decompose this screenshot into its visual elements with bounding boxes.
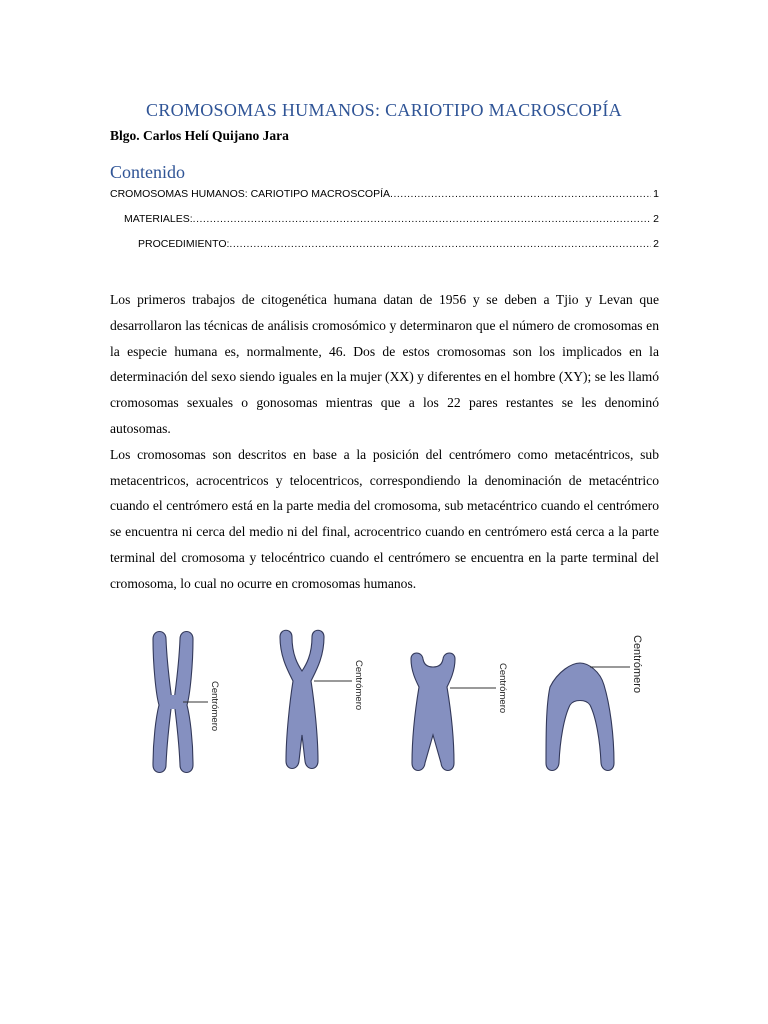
toc-entry-procedimiento[interactable]: [138, 236, 659, 250]
chromosome-shape: [411, 653, 455, 771]
body-paragraph: Los cromosomas son descritos en base a la posición del centrómero como metacéntricos, sub metacentricos, acrocentricos y telocentricos, correspondiendo la denominación de metacéntrico cuando el centrómero está en la parte media del cromosoma, sub metacéntrico cuando el centrómero se encuentra ni cerca del medio ni del final, acrocentrico cuando en centrómero está cerca a la parte terminal del cromosoma y telocéntrico cuando el centrómero se encuentra en la parte terminal del cromosoma, lo cual no ocurre en cromosomas humanos.: [110, 446, 659, 591]
chromosome-shape: [546, 663, 614, 771]
toc-leader-dots: [229, 238, 651, 250]
toc-entry-label: PROCEDIMIENTO:: [138, 238, 230, 250]
acrocentric-chromosome: [411, 653, 508, 771]
document-author: Blgo. Carlos Helí Quijano Jara: [110, 128, 289, 143]
toc-entry-cromosomas[interactable]: [110, 186, 659, 200]
body-paragraph: Los primeros trabajos de citogenética humana datan de 1956 y se deben a Tjio y Levan que desarrollaron las técnicas de análisis cromosómico y determinaron que el número de cromosomas en la especie humana es, normalmente, 46. Dos de estos cromosomas son los implicados en la determinación del sexo siendo iguales en la mujer (XX) y diferentes en el hombre (XY); se les llamó cromosomas sexuales o gonosomas mientras que a los 22 pares restantes se les denominó autosomas.: [110, 292, 659, 436]
centromere-label: Centrómero: [353, 660, 364, 711]
centromere-label: Centrómero: [209, 681, 220, 732]
toc-entry-label: CROMOSOMAS HUMANOS: CARIOTIPO MACROSCOPÍA: [110, 188, 391, 200]
toc-leader-dots: [193, 213, 652, 225]
toc-entry-page: 1: [653, 188, 659, 200]
body-text: [110, 287, 659, 597]
metacentric-chromosome: [153, 632, 220, 773]
submetacentric-chromosome: [280, 630, 364, 768]
document-title: CROMOSOMAS HUMANOS: CARIOTIPO MACROSCOPÍA: [146, 100, 622, 120]
chromosome-figure: [120, 625, 660, 775]
centromere-label: Centrómero: [631, 635, 643, 694]
telocentric-chromosome: [546, 635, 643, 771]
centromere-label: Centrómero: [497, 663, 508, 714]
toc-entry-materiales[interactable]: [124, 211, 659, 225]
toc-entry-page: 2: [653, 213, 659, 225]
toc-entry-label: MATERIALES:: [124, 213, 193, 225]
toc-leader-dots: [390, 188, 651, 200]
toc-entry-page: 2: [653, 238, 659, 250]
chromosome-shape: [280, 630, 324, 768]
toc-heading: Contenido: [110, 162, 185, 182]
